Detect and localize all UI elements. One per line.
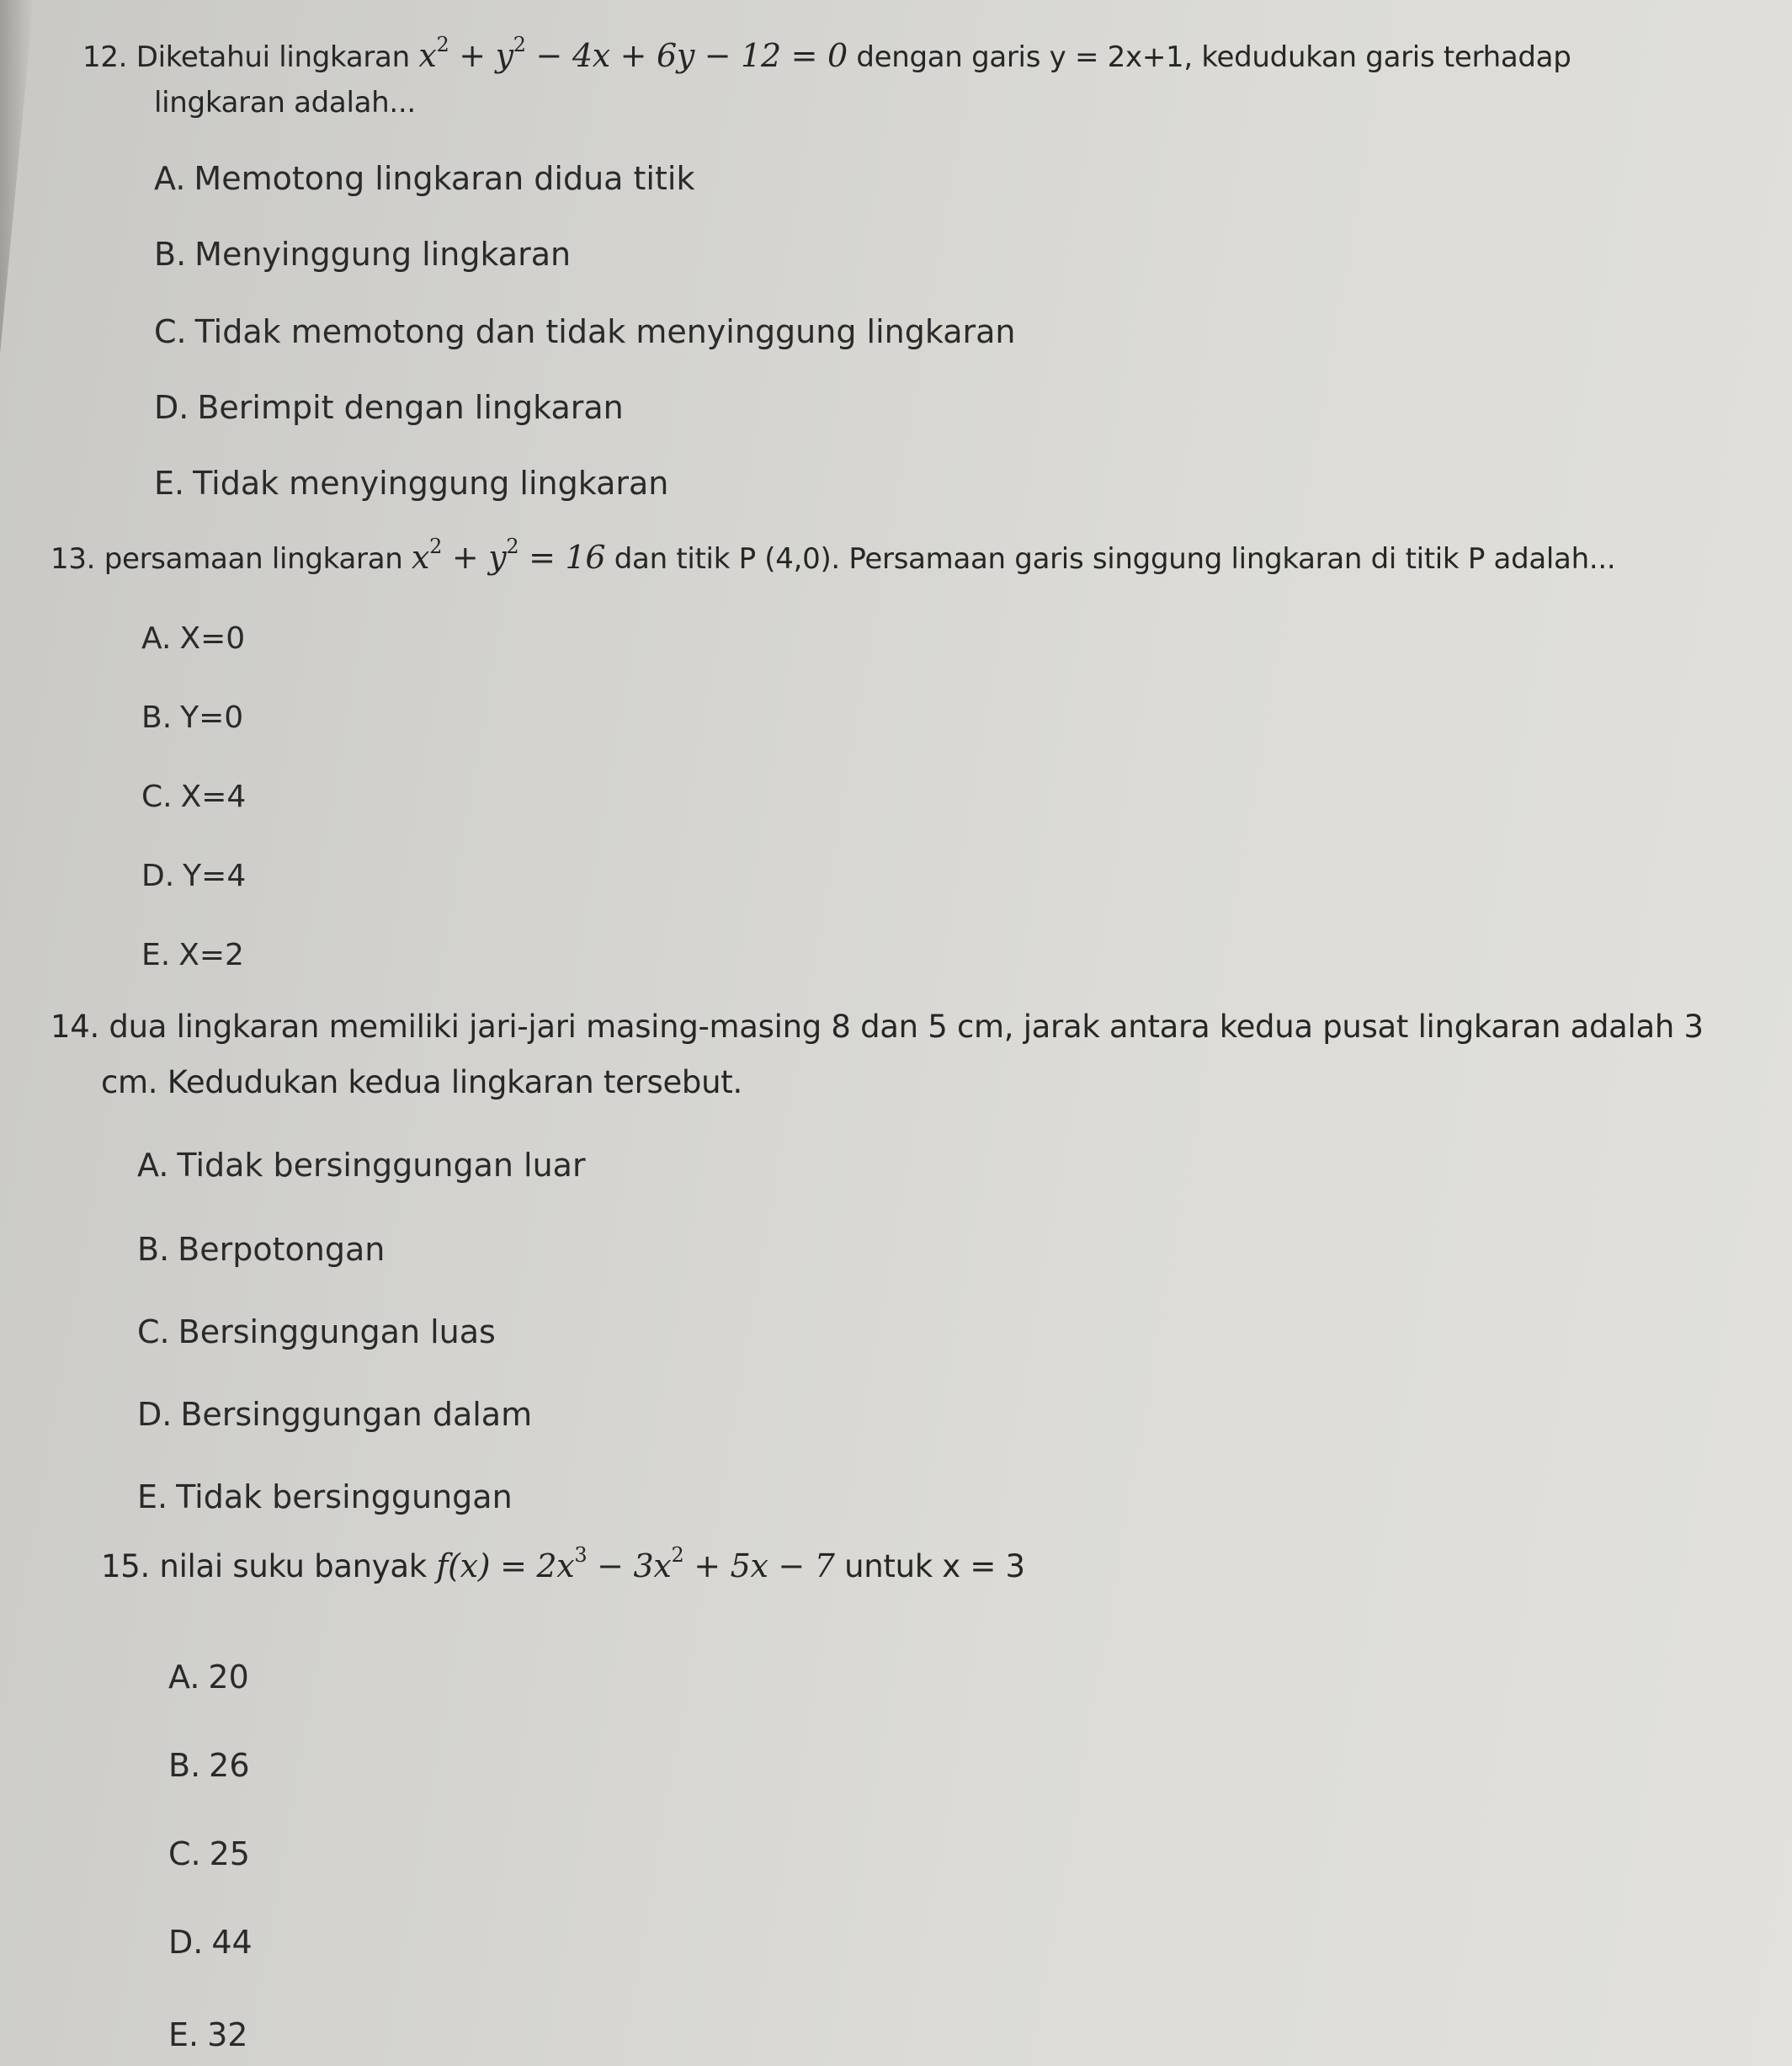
q13-option-c[interactable]: C. X=4: [141, 780, 247, 814]
q14-option-a[interactable]: A. Tidak bersinggungan luar: [137, 1147, 586, 1184]
q15-option-c[interactable]: C. 25: [168, 1835, 250, 1872]
q12-option-a[interactable]: A. Memotong lingkaran didua titik: [154, 160, 695, 197]
q12-option-b[interactable]: B. Menyinggung lingkaran: [154, 236, 572, 273]
q12-option-c[interactable]: C. Tidak memotong dan tidak menyinggung lingkaran: [154, 313, 1016, 350]
question-13-stem: [51, 535, 1616, 576]
stem-text: untuk x = 3: [844, 1548, 1025, 1584]
question-number: 15.: [101, 1548, 150, 1584]
question-12-stem-line2: lingkaran adalah...: [154, 86, 416, 120]
q14-option-d[interactable]: D. Bersinggungan dalam: [137, 1396, 533, 1433]
stem-text: Diketahui lingkaran: [136, 40, 410, 74]
question-14-stem: [51, 1009, 1704, 1045]
stem-text: dua lingkaran memiliki jari-jari masing-masing 8 dan 5 cm, jarak antara kedua pusat lingkaran adalah 3: [109, 1009, 1704, 1045]
stem-text: dan titik P (4,0). Persamaan garis singgung lingkaran di titik P adalah...: [614, 542, 1616, 576]
question-number: 14.: [51, 1009, 99, 1045]
q12-option-d[interactable]: D. Berimpit dengan lingkaran: [154, 389, 624, 426]
polynomial-equation: $f(x) = 2x^3 - 3x^2 + 5x - 7$: [436, 1543, 835, 1584]
q15-option-b[interactable]: B. 26: [168, 1747, 250, 1784]
q12-option-e[interactable]: E. Tidak menyinggung lingkaran: [154, 465, 669, 502]
circle-equation: $x^2 + y^2 = 16$: [412, 535, 606, 576]
q14-option-b[interactable]: B. Berpotongan: [137, 1231, 386, 1268]
q14-option-e[interactable]: E. Tidak bersinggungan: [137, 1478, 513, 1515]
question-number: 12.: [82, 40, 128, 74]
stem-text: , kedudukan garis terhadap: [1183, 40, 1571, 74]
q13-option-a[interactable]: A. X=0: [141, 621, 246, 656]
q15-option-d[interactable]: D. 44: [168, 1924, 253, 1961]
q13-option-d[interactable]: D. Y=4: [141, 859, 247, 893]
stem-text: nilai suku banyak: [159, 1548, 427, 1584]
question-15-stem: [101, 1543, 1025, 1584]
stem-text: persamaan lingkaran: [104, 542, 403, 576]
q15-option-e[interactable]: E. 32: [168, 2016, 248, 2053]
q13-option-e[interactable]: E. X=2: [141, 938, 244, 972]
question-number: 13.: [51, 542, 96, 576]
line-equation: y = 2x+1: [1049, 40, 1184, 74]
question-12-stem: [82, 33, 1571, 74]
question-14-stem-line2: cm. Kedudukan kedua lingkaran tersebut.: [101, 1064, 742, 1100]
q15-option-a[interactable]: A. 20: [168, 1659, 249, 1696]
circle-equation: $x^2 + y^2 - 4x + 6y - 12 = 0$: [418, 33, 848, 74]
stem-text: dengan garis: [856, 40, 1041, 74]
q13-option-b[interactable]: B. Y=0: [141, 700, 244, 735]
q14-option-c[interactable]: C. Bersinggungan luas: [137, 1313, 496, 1350]
